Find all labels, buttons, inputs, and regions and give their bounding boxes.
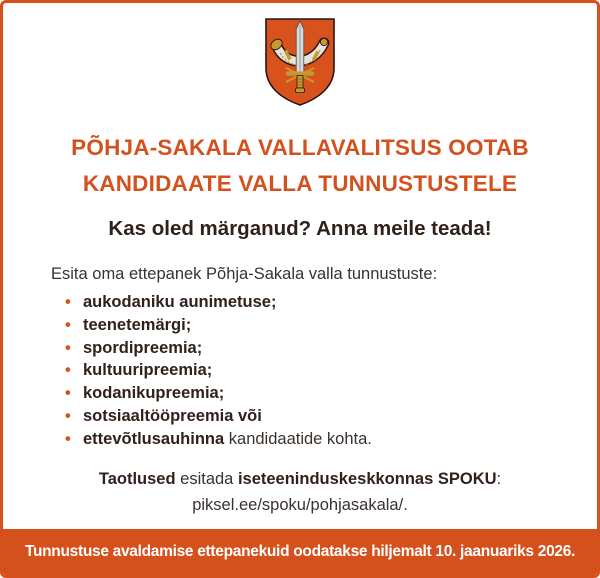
- application-url: piksel.ee/spoku/pohjasakala/.: [192, 496, 408, 515]
- application-platform: iseteeninduskeskkonnas SPOKU: [237, 469, 497, 488]
- award-list: [3, 291, 597, 451]
- application-colon: :: [496, 469, 502, 488]
- heading-line-2: KANDIDAATE VALLA TUNNUSTUSTELE: [82, 170, 518, 196]
- heading-line-1: PÕHJA-SAKALA VALLAVALITSUS OOTAB: [71, 135, 529, 160]
- deadline-text: Tunnustuse avaldamise ettepanekuid oodatakse hiljemalt 10. jaanuariks 2026.: [24, 543, 576, 560]
- list-item: [83, 291, 597, 314]
- list-item: [83, 337, 597, 360]
- award-name: ettevõtlusauhinna: [83, 429, 225, 448]
- award-name: teenetemärgi;: [83, 315, 192, 334]
- application-keyword: Taotlused: [98, 469, 176, 488]
- award-name: kodanikupreemia;: [83, 384, 225, 403]
- award-suffix: kandidaatide kohta.: [224, 429, 372, 448]
- deadline-banner: [3, 529, 597, 575]
- intro-text: Esita oma ettepanek Põhja-Sakala valla tunnustuste:: [51, 265, 438, 284]
- list-item: [83, 359, 597, 382]
- award-name: sotsiaaltööpreemia või: [83, 407, 262, 426]
- list-item: [83, 405, 597, 428]
- list-item: [83, 428, 597, 451]
- application-info: [33, 466, 567, 519]
- coat-of-arms: [3, 16, 597, 108]
- list-item: [83, 382, 597, 405]
- sword-and-horn-shield-icon: [262, 16, 338, 108]
- main-heading: [23, 130, 577, 201]
- list-item: [83, 314, 597, 337]
- subtitle: Kas oled märganud? Anna meile teada!: [108, 217, 492, 241]
- award-name: spordipreemia;: [83, 338, 203, 357]
- award-name: kultuuripreemia;: [83, 361, 213, 380]
- award-name: aukodaniku aunimetuse;: [83, 293, 277, 312]
- application-text: esitada: [175, 469, 238, 488]
